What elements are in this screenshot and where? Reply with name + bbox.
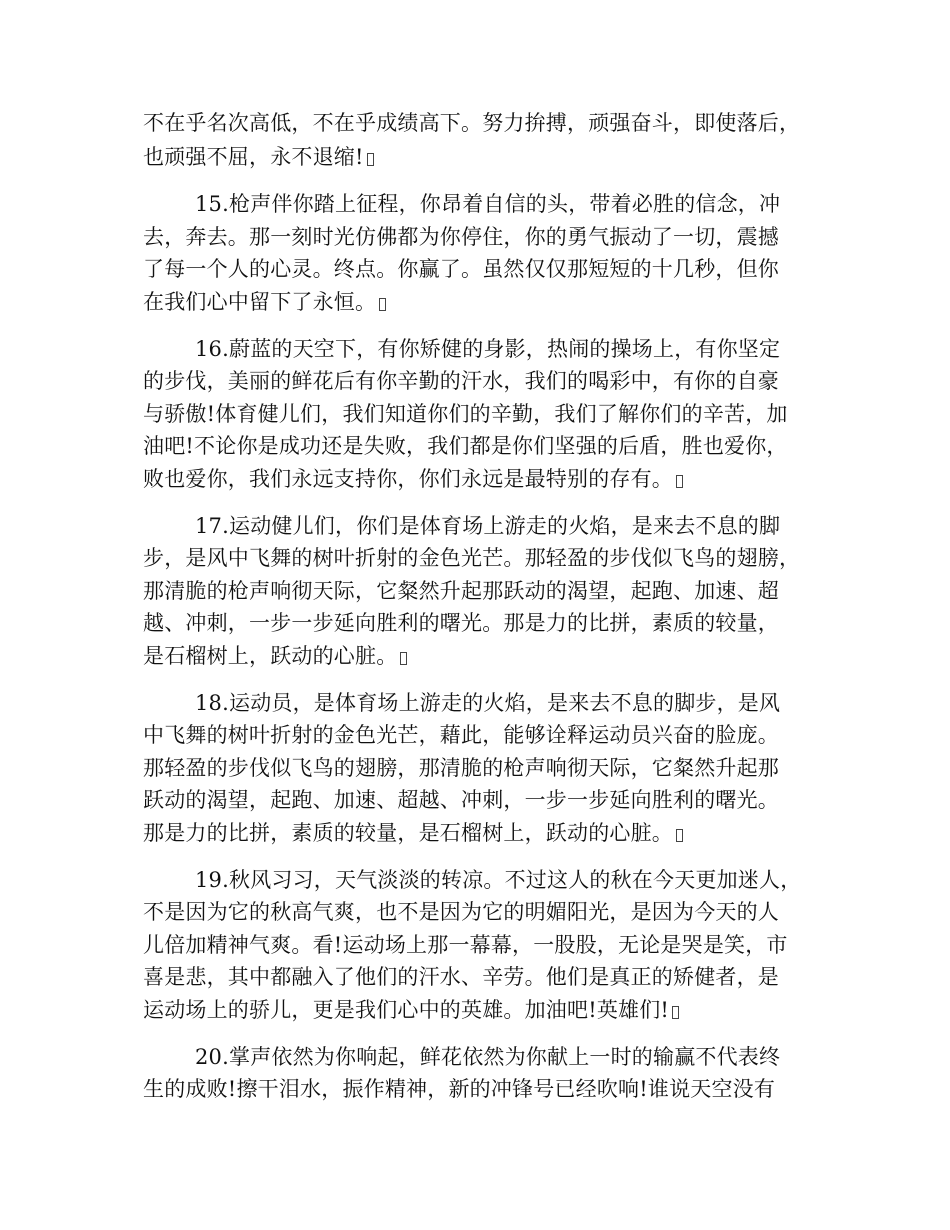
paragraph-line: 在我们心中留下了永恒。 [143, 288, 386, 316]
paragraph-line: 油吧!不论你是成功还是失败，我们都是你们坚强的后盾，胜也爱你， [143, 434, 788, 458]
paragraph-end-mark [676, 829, 683, 842]
paragraph-line: 去，奔去。那一刻时光仿佛都为你停住，你的勇气振动了一切，震撼 [143, 225, 779, 249]
paragraph-line: 是石榴树上，跃动的心脏。 [143, 642, 407, 670]
paragraph-line: 那轻盈的步伐似飞鸟的翅膀，那清脆的枪声响彻天际，它粲然升起那 [143, 756, 779, 780]
paragraph-line: 喜是悲，其中都融入了他们的汗水、辛劳。他们是真正的矫健者，是 [143, 965, 779, 989]
paragraph-line: 16.蔚蓝的天空下，有你矫健的身影，热闹的操场上，有你坚定 [195, 337, 781, 361]
paragraph-line: 中飞舞的树叶折射的金色光芒，藉此，能够诠释运动员兴奋的脸庞。 [143, 723, 779, 747]
paragraph-line: 17.运动健儿们，你们是体育场上游走的火焰，是来去不息的脚 [195, 514, 781, 538]
paragraph-line: 15.枪声伴你踏上征程，你昂着自信的头，带着必胜的信念，冲 [195, 192, 781, 216]
paragraph-line: 与骄傲!体育健儿们，我们知道你们的辛勤，我们了解你们的辛苦，加 [143, 402, 788, 426]
paragraph-line: 步，是风中飞舞的树叶折射的金色光芒。那轻盈的步伐似飞鸟的翅膀， [143, 546, 801, 570]
paragraph-end-mark [400, 652, 407, 665]
paragraph-line: 20.掌声依然为你响起，鲜花依然为你献上一时的输赢不代表终 [195, 1045, 781, 1069]
paragraph-end-mark [672, 1006, 679, 1019]
paragraph-line: 也顽强不屈，永不退缩! [143, 143, 374, 171]
paragraph-end-mark [379, 298, 386, 311]
paragraph-end-mark [367, 153, 374, 166]
paragraph-line: 不是因为它的秋高气爽，也不是因为它的明媚阳光，是因为今天的人 [143, 900, 779, 924]
paragraph-line: 儿倍加精神气爽。看!运动场上那一幕幕，一股股，无论是哭是笑，市 [143, 933, 788, 957]
paragraph-end-mark [676, 475, 683, 488]
paragraph-line: 那清脆的枪声响彻天际，它粲然升起那跃动的渴望，起跑、加速、超 [143, 579, 779, 603]
paragraph-line: 跃动的渴望，起跑、加速、超越、冲刺，一步一步延向胜利的曙光。 [143, 788, 779, 812]
paragraph-line: 19.秋风习习，天气淡淡的转凉。不过这人的秋在今天更加迷人， [195, 868, 802, 892]
paragraph-line: 败也爱你，我们永远支持你，你们永远是最特别的存有。 [143, 465, 683, 493]
paragraph-line: 运动场上的骄儿，更是我们心中的英雄。加油吧!英雄们! [143, 996, 679, 1024]
paragraph-line: 的步伐，美丽的鲜花后有你辛勤的汗水，我们的喝彩中，有你的自豪 [143, 369, 779, 393]
paragraph-line: 那是力的比拼，素质的较量，是石榴树上，跃动的心脏。 [143, 819, 683, 847]
paragraph-line: 18.运动员，是体育场上游走的火焰，是来去不息的脚步，是风 [195, 691, 781, 715]
paragraph-line: 越、冲刺，一步一步延向胜利的曙光。那是力的比拼，素质的较量， [143, 611, 779, 635]
paragraph-line: 生的成败!擦干泪水，振作精神，新的冲锋号已经吹响!谁说天空没有 [143, 1077, 776, 1101]
paragraph-line: 了每一个人的心灵。终点。你赢了。虽然仅仅那短短的十几秒，但你 [143, 257, 779, 281]
paragraph-line: 不在乎名次高低，不在乎成绩高下。努力拚搏，顽强奋斗，即使落后， [143, 111, 801, 135]
